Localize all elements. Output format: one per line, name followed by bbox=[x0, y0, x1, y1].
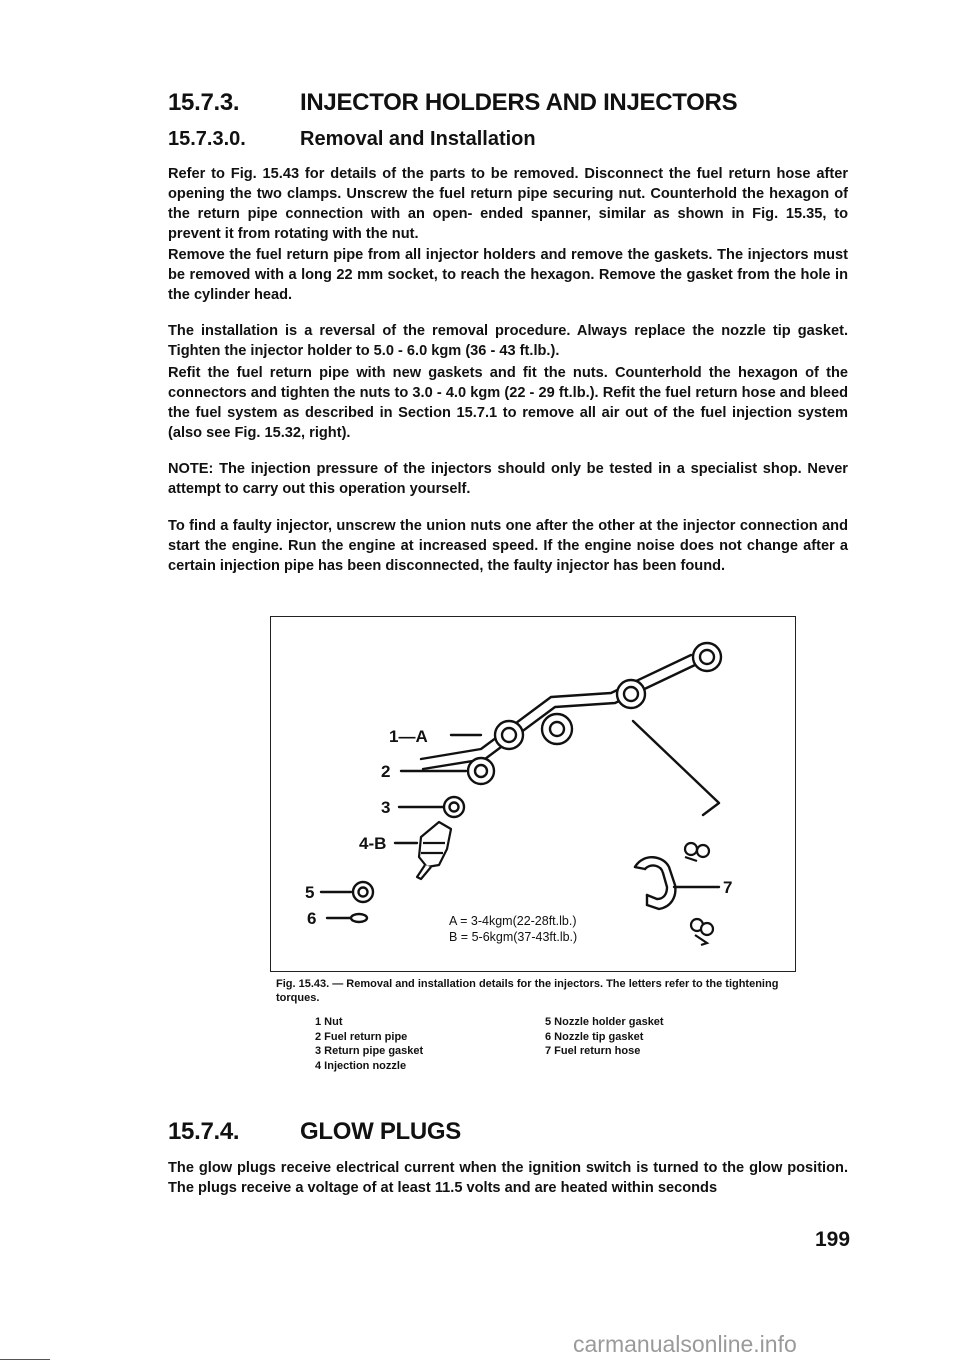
label-5: 5 bbox=[305, 883, 315, 902]
page-number: 199 bbox=[815, 1228, 851, 1251]
watermark-text: carmanualsonline.info bbox=[573, 1331, 797, 1357]
figure-caption: Fig. 15.43. — Removal and installation details for the injectors. The letters refer to the tightening torques. bbox=[276, 978, 779, 1004]
torque-spec-b: B = 5-6kgm(37-43ft.lb.) bbox=[449, 930, 578, 944]
figure-injector-diagram bbox=[270, 616, 796, 972]
section-number: 15.7.3. bbox=[168, 89, 240, 116]
paragraph-installation: The installation is a reversal of the removal procedure. Always replace the nozzle tip gasket. Tighten the injector holder to 5.0 - 6.0 kgm (36 - 43 ft.lb.). bbox=[168, 323, 848, 359]
subsection-heading-removal bbox=[168, 128, 536, 151]
label-1-a: 1—A bbox=[389, 727, 428, 746]
label-3: 3 bbox=[381, 798, 391, 817]
injection-nozzle bbox=[417, 822, 451, 879]
label-4-b: 4-B bbox=[359, 834, 387, 853]
legend-item: 2 Fuel return pipe bbox=[315, 1030, 408, 1043]
nozzle-tip-gasket bbox=[351, 914, 367, 922]
paragraph-refer: Refer to Fig. 15.43 for details of the parts to be removed. Disconnect the fuel return hose after opening the two clamps. Unscrew the fuel return pipe securing nut. Counterhold the hexagon of the return pipe connection with an open- ended spanner, similar as shown in Fig. 15.35, to prevent it from rotating with the nut. bbox=[168, 166, 848, 242]
legend-item: 4 Injection nozzle bbox=[315, 1059, 407, 1072]
legend-item: 3 Return pipe gasket bbox=[315, 1045, 424, 1057]
hose-clip-upper bbox=[685, 843, 709, 861]
legend-item: 7 Fuel return hose bbox=[545, 1045, 641, 1057]
legend-item: 6 Nozzle tip gasket bbox=[545, 1030, 644, 1043]
paragraph-note: NOTE: The injection pressure of the injectors should only be tested in a specialist shop. Never attempt to carry out this operation yourself. bbox=[168, 461, 848, 497]
hose-clip-lower bbox=[691, 919, 713, 945]
paragraph-remove: Remove the fuel return pipe from all injector holders and remove the gaskets. The injectors must be removed with a long 22 mm socket, to reach the hexagon. Remove the gasket from the hole in the cylinder head. bbox=[168, 247, 848, 303]
subsection-number: 15.7.3.0. bbox=[168, 128, 246, 150]
label-6: 6 bbox=[307, 909, 317, 928]
section-heading-injectors bbox=[168, 89, 737, 117]
legend-item: 5 Nozzle holder gasket bbox=[545, 1016, 664, 1028]
bottom-rule bbox=[0, 1359, 50, 1360]
pointer-line-hose bbox=[633, 721, 719, 815]
subsection-title: Removal and Installation bbox=[300, 128, 536, 150]
paragraph-glow-plugs: The glow plugs receive electrical current when the ignition switch is turned to the glow position. The plugs receive a voltage of at least 11.5 volts and are heated within seconds bbox=[168, 1160, 848, 1196]
label-7: 7 bbox=[723, 878, 733, 897]
label-2: 2 bbox=[381, 762, 391, 781]
torque-spec-a: A = 3-4kgm(22-28ft.lb.) bbox=[449, 914, 577, 928]
section-number: 15.7.4. bbox=[168, 1118, 240, 1145]
paragraph-refit: Refit the fuel return pipe with new gaskets and fit the nuts. Counterhold the hexagon of the connectors and tighten the nuts to 3.0 - 4.0 kgm (22 - 29 ft.lb.). Refit the fuel return hose and bleed the fuel system as described in Section 15.7.1 to remove all air out of the fuel injection system (also see Fig. 15.32, right). bbox=[168, 365, 848, 441]
section-heading-glow-plugs bbox=[168, 1118, 461, 1146]
section-title: GLOW PLUGS bbox=[300, 1118, 461, 1145]
legend-item: 1 Nut bbox=[315, 1016, 343, 1028]
figure-legend-left bbox=[315, 1015, 423, 1073]
section-title: INJECTOR HOLDERS AND INJECTORS bbox=[300, 89, 738, 116]
injector-exploded-diagram bbox=[271, 617, 795, 971]
fuel-return-hose bbox=[635, 857, 675, 909]
paragraph-faulty-injector: To find a faulty injector, unscrew the union nuts one after the other at the injector connection and start the engine. Run the engine at increased speed. If the engine noise does not change after a certain injection pipe has been disconnected, the faulty injector has been found. bbox=[168, 518, 848, 574]
figure-legend-right bbox=[545, 1015, 664, 1059]
